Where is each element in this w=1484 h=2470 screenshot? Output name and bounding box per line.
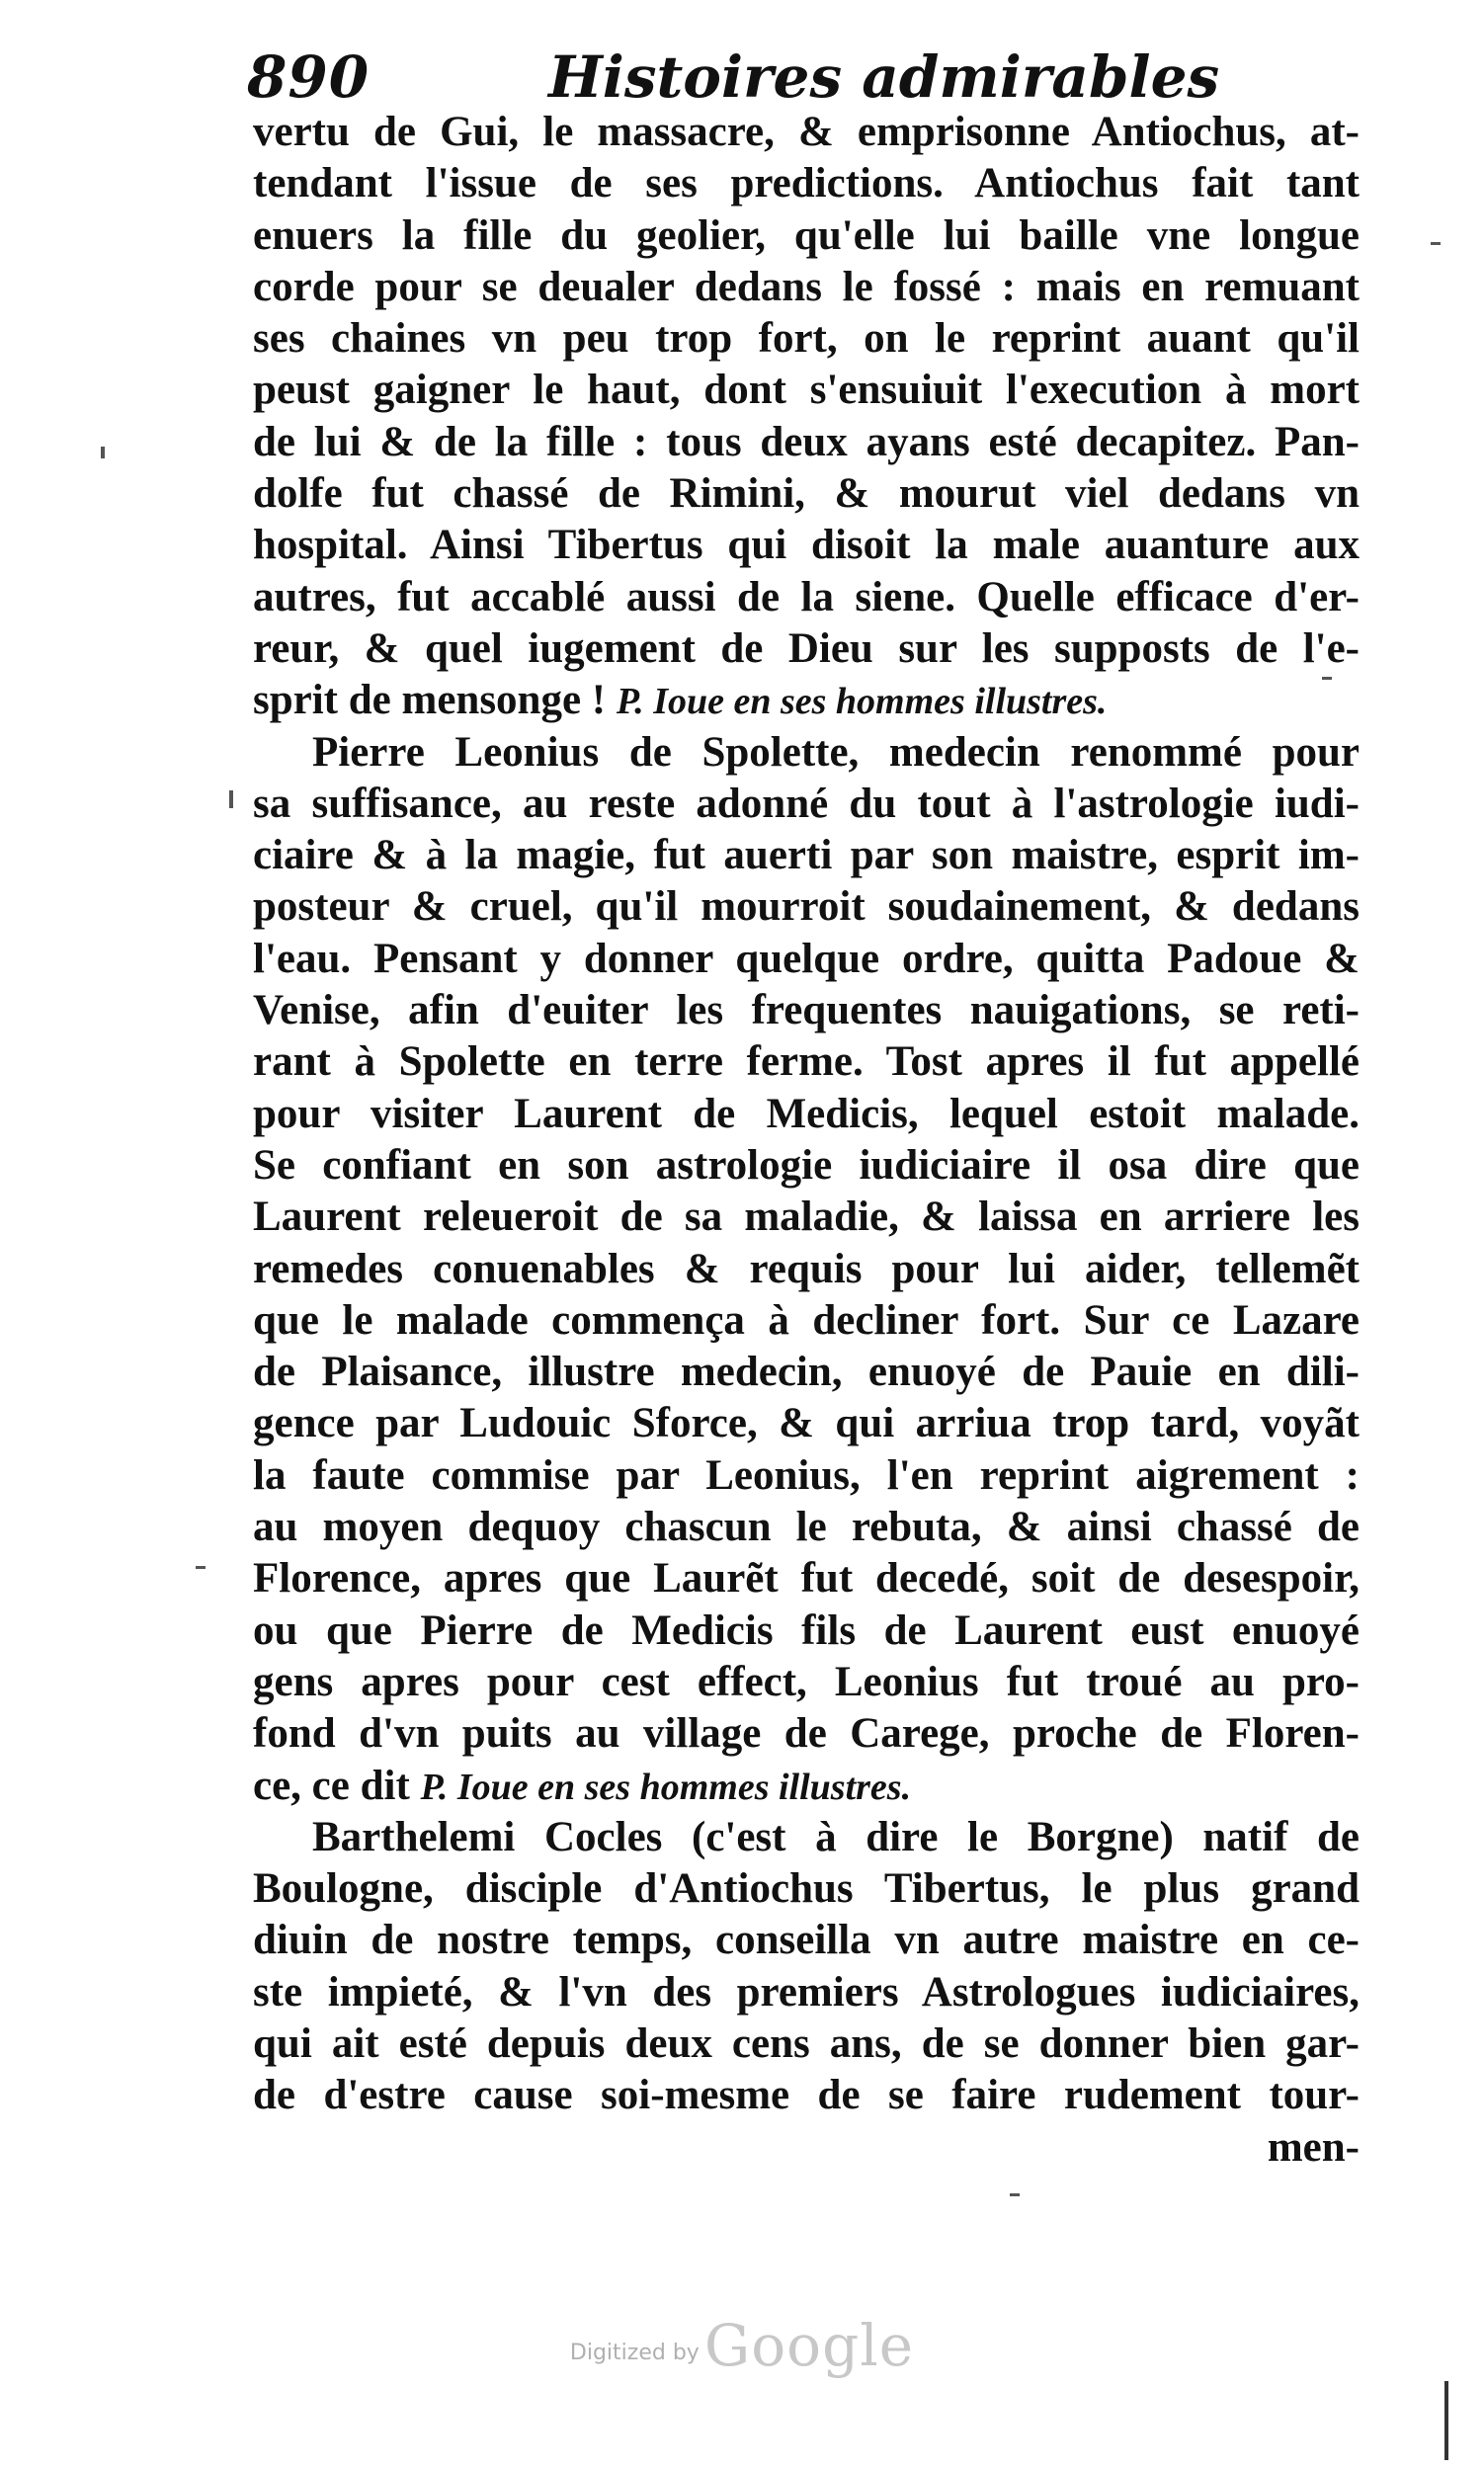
text-fragment: ce, ce dit (253, 1762, 410, 1809)
scan-speck (1431, 242, 1441, 245)
text-line: Boulogne, disciple d'Antiochus Tibertus, le plus grand (253, 1865, 1360, 1913)
catchword: men- (1267, 2123, 1360, 2171)
text-line: Se confiant en son astrologie iudiciaire il osa dire que (253, 1141, 1360, 1189)
text-line: gence par Ludouic Sforce, & qui arriua trop tard, voyãt (253, 1400, 1360, 1447)
text-line: autres, fut accablé aussi de la siene. Quelle efficace d'er- (253, 573, 1360, 620)
text-line: ste impieté, & l'vn des premiers Astrologues iudiciaires, (253, 1968, 1360, 2016)
text-line (253, 1761, 1360, 1812)
text-line: Florence, apres que Laurẽt fut decedé, soit de desespoir, (253, 1555, 1360, 1603)
digitization-footer (0, 2312, 1484, 2379)
text-line: sa suffisance, au reste adonné du tout à l'astrologie iudi- (253, 780, 1360, 827)
text-fragment: sprit de mensonge ! (253, 677, 607, 724)
text-line: reur, & quel iugement de Dieu sur les supposts de l'e- (253, 624, 1360, 672)
digitized-by-label: Digitized by (569, 2341, 700, 2365)
text-line: Venise, afin d'euiter les frequentes nauigations, se reti- (253, 987, 1360, 1034)
citation-jove: P. Ioue en ses hommes illustres. (616, 681, 1108, 723)
text-line: ses chaines vn peu trop fort, on le reprint auant qu'il (253, 315, 1360, 363)
body-text (253, 107, 1360, 2174)
text-line: tendant l'issue de ses predictions. Antiochus fait tant (253, 160, 1360, 207)
scan-speck (229, 790, 233, 808)
text-line: dolfe fut chassé de Rimini, & mourut viel dedans vn (253, 470, 1360, 518)
text-line: Laurent releueroit de sa maladie, & laissa en arriere les (253, 1194, 1360, 1241)
text-line: diuin de nostre temps, conseilla vn autre maistre en ce- (253, 1917, 1360, 1964)
page-header (247, 38, 1363, 117)
text-line: rant à Spolette en terre ferme. Tost apres il fut appellé (253, 1038, 1360, 1086)
text-line: remedes conuenables & requis pour lui aider, tellemẽt (253, 1245, 1360, 1292)
text-line: posteur & cruel, qu'il mourroit soudainement, & dedans (253, 883, 1360, 931)
text-line: de Plaisance, illustre medecin, enuoyé de Pauie en dili- (253, 1349, 1360, 1396)
text-line: qui ait esté depuis deux cens ans, de se donner bien gar- (253, 2019, 1360, 2067)
paragraph-start-cocles: Barthelemi Cocles (c'est à dire le Borgne) natif de (312, 1813, 1360, 1860)
scan-speck (101, 447, 105, 458)
text-line: fond d'vn puits au village de Carege, proche de Floren- (253, 1710, 1360, 1758)
scan-speck (1322, 677, 1332, 680)
text-line: ciaire & à la magie, fut auerti par son maistre, esprit im- (253, 832, 1360, 879)
page-edge-mark (1444, 2381, 1448, 2460)
scan-speck (1010, 2193, 1020, 2196)
text-line: ou que Pierre de Medicis fils de Laurent eust enuoyé (253, 1606, 1360, 1654)
scan-speck (196, 1566, 206, 1569)
page-number: 890 (247, 43, 371, 111)
text-line: l'eau. Pensant y donner quelque ordre, quitta Padoue & (253, 935, 1360, 982)
text-line: gens apres pour cest effect, Leonius fut troué au pro- (253, 1658, 1360, 1705)
text-line: pour visiter Laurent de Medicis, lequel estoit malade. (253, 1090, 1360, 1137)
text-line: au moyen dequoy chascun le rebuta, & ainsi chassé de (253, 1504, 1360, 1551)
citation-jove: P. Ioue en ses hommes illustres. (420, 1766, 912, 1808)
paragraph-start-leonius: Pierre Leonius de Spolette, medecin renommé pour (312, 728, 1360, 776)
text-line: de d'estre cause soi-mesme de se faire rudement tour- (253, 2072, 1360, 2119)
text-line: hospital. Ainsi Tibertus qui disoit la male auanture aux (253, 522, 1360, 569)
running-title: Histoires admirables (548, 43, 1220, 111)
text-line: corde pour se deualer dedans le fossé : mais en remuant (253, 263, 1360, 310)
text-line (253, 675, 1360, 726)
text-line: la faute commise par Leonius, l'en reprint aigrement : (253, 1451, 1360, 1499)
text-line: enuers la fille du geolier, qu'elle lui baille vne longue (253, 211, 1360, 259)
text-line: peust gaigner le haut, dont s'ensuiuit l'execution à mort (253, 367, 1360, 414)
text-line: de lui & de la fille : tous deux ayans esté decapitez. Pan- (253, 418, 1360, 465)
text-line: que le malade commença à decliner fort. Sur ce Lazare (253, 1296, 1360, 1344)
google-logo: Google (703, 2312, 915, 2379)
text-line: vertu de Gui, le massacre, & emprisonne Antiochus, at- (253, 109, 1360, 155)
